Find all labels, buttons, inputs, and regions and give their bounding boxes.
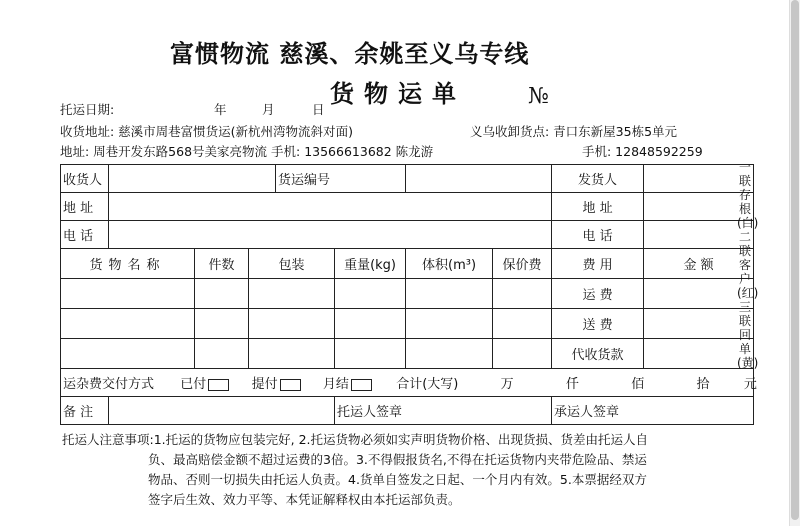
- unit-shi: 拾: [696, 377, 710, 392]
- table-row: [61, 221, 754, 249]
- volume-header: 体积(m³): [406, 249, 493, 279]
- date-month: 月: [262, 102, 275, 117]
- table-row: [61, 279, 754, 309]
- payment-method-label: 运杂费交付方式: [63, 377, 155, 392]
- consignee-field[interactable]: [109, 165, 276, 193]
- total-upper-label: 合计(大写): [396, 377, 459, 392]
- freight-label: 运 费: [552, 279, 644, 309]
- fee-header: 费 用: [552, 249, 644, 279]
- copy-designation: 一联存根(白)二联客户(红)三联回单(黄): [737, 160, 759, 370]
- unit-bai: 佰: [631, 377, 645, 392]
- date-label: 托运日期:: [60, 102, 115, 117]
- cod-pay-checkbox[interactable]: [280, 379, 301, 391]
- unit-wan: 万: [500, 377, 514, 392]
- remark-label: 备 注: [61, 397, 109, 425]
- goods-cell[interactable]: [61, 339, 195, 369]
- unit-yuan: 元: [743, 377, 757, 392]
- waybill-table: [60, 164, 757, 425]
- packing-header: 包装: [249, 249, 335, 279]
- insurance-header: 保价费: [493, 249, 552, 279]
- shipper-phone-label: 电 话: [552, 221, 644, 249]
- form-subtitle: 货物运单: [330, 80, 466, 108]
- address-label: 地 址: [61, 193, 109, 221]
- mobile-contact: 手机: 12848592259: [582, 144, 703, 159]
- tracking-no-field[interactable]: [406, 165, 552, 193]
- goods-name-header: 货物名称: [61, 249, 195, 279]
- amount-header: 金 额: [644, 249, 754, 279]
- payment-row: [61, 369, 757, 397]
- weight-header: 重量(kg): [335, 249, 406, 279]
- tracking-no-label: 货运编号: [276, 165, 406, 193]
- phone-label: 电 话: [61, 221, 109, 249]
- cod-pay-label: 提付: [251, 377, 278, 392]
- delivery-fee-label: 送 费: [552, 309, 644, 339]
- goods-cell[interactable]: [61, 309, 195, 339]
- unload-point: 义乌收卸货点: 青口东新屋35栋5单元: [470, 124, 678, 139]
- goods-cell[interactable]: [61, 279, 195, 309]
- table-row: [61, 165, 754, 193]
- notice-line: 物品、否则一切损失由托运人负责。4.货单自签发之日起、一个月内有效。5.本票据经双方: [148, 472, 647, 487]
- receive-address: 收货地址: 慈溪市周巷富惯货运(新杭州湾物流斜对面): [60, 124, 353, 139]
- form-title: 富惯物流 慈溪、余姚至义乌专线: [170, 40, 530, 68]
- notice-line: 托运人注意事项:1.托运的货物应包装完好, 2.托运货物必须如实声明货物价格、出现货损、货差由托运人自: [62, 432, 649, 447]
- notice-text: [62, 430, 732, 510]
- prepaid-checkbox[interactable]: [208, 379, 229, 391]
- table-row: [61, 249, 754, 279]
- shipper-label: 发货人: [552, 165, 644, 193]
- monthly-label: 月结: [322, 377, 349, 392]
- prepaid-label: 已付: [180, 377, 207, 392]
- shipper-address-label: 地 址: [552, 193, 644, 221]
- date-year: 年: [214, 102, 227, 117]
- consignee-address-field[interactable]: [109, 193, 552, 221]
- notice-line: 负、最高赔偿金额不超过运费的3倍。3.不得假报货名,不得在托运货物内夹带危险品、禁运: [148, 452, 647, 467]
- notice-line: 签字后生效、效力平等、本凭证解释权由本托运部负责。: [148, 492, 461, 507]
- date-day: 日: [312, 102, 325, 117]
- table-row: [61, 369, 754, 397]
- remark-field[interactable]: [109, 397, 335, 425]
- consignee-phone-field[interactable]: [109, 221, 552, 249]
- address-contact: 地址: 周巷开发东路568号美家亮物流 手机: 13566613682 陈龙游: [60, 144, 434, 159]
- table-row: [61, 309, 754, 339]
- consignee-label: 收货人: [61, 165, 109, 193]
- shipper-sign-label: 托运人签章: [335, 397, 552, 425]
- cod-label: 代收货款: [552, 339, 644, 369]
- carrier-sign-label: 承运人签章: [552, 397, 754, 425]
- vertical-scrollbar[interactable]: [789, 0, 800, 526]
- pieces-header: 件数: [195, 249, 249, 279]
- monthly-checkbox[interactable]: [351, 379, 372, 391]
- scrollbar-thumb[interactable]: [791, 0, 799, 520]
- unit-qian: 仟: [565, 377, 579, 392]
- table-row: [61, 339, 754, 369]
- table-row: [61, 193, 754, 221]
- table-row: [61, 397, 754, 425]
- number-symbol: №: [528, 84, 549, 109]
